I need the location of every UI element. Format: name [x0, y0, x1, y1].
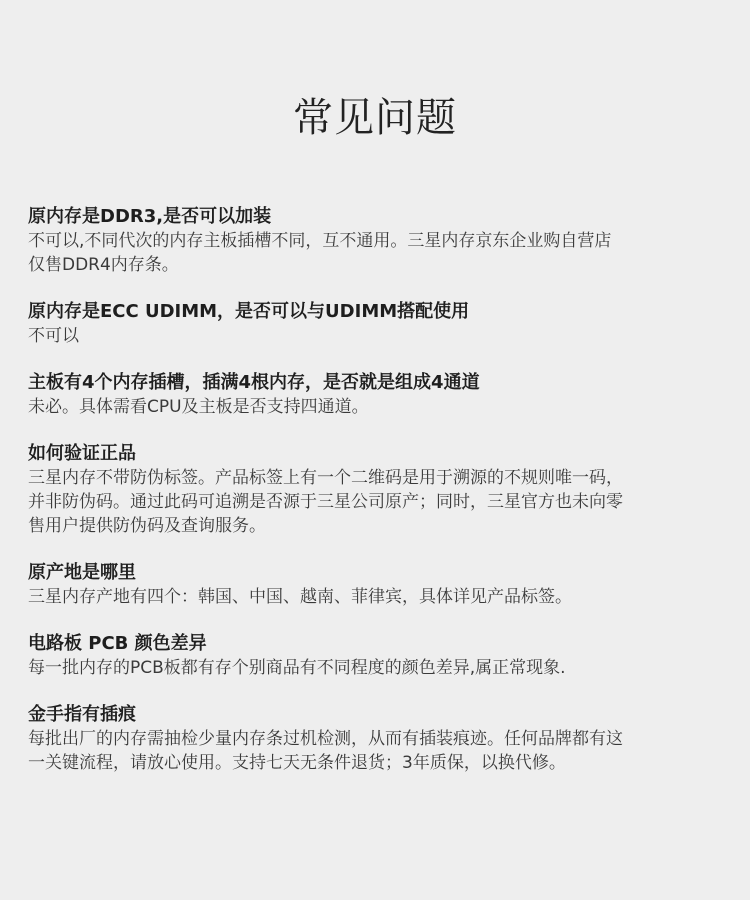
- faq-question: 原内存是ECC UDIMM，是否可以与UDIMM搭配使用: [28, 301, 470, 322]
- faq-answer-line: 每一批内存的PCB板都有存个别商品有不同程度的颜色差异,属正常现象.: [28, 658, 566, 678]
- faq-question: 原内存是DDR3,是否可以加装: [28, 206, 272, 227]
- faq-item: [28, 371, 728, 419]
- faq-answer-line: 仅售DDR4内存条。: [28, 255, 179, 275]
- faq-question: 金手指有插痕: [28, 704, 136, 725]
- faq-answer-line: 一关键流程，请放心使用。支持七天无条件退货；3年质保，以换代修。: [28, 753, 566, 773]
- faq-item: [28, 442, 728, 538]
- faq-question: 电路板 PCB 颜色差异: [28, 633, 207, 654]
- faq-answer-line: 未必。具体需看CPU及主板是否支持四通道。: [28, 397, 369, 417]
- faq-answer-line: 不可以: [28, 326, 79, 346]
- faq-list: [28, 205, 728, 798]
- faq-item: [28, 561, 728, 609]
- faq-question: 如何验证正品: [28, 443, 136, 464]
- page-title: 常见问题: [293, 95, 457, 141]
- faq-answer-line: 三星内存产地有四个：韩国、中国、越南、菲律宾，具体详见产品标签。: [28, 587, 572, 607]
- faq-answer-line: 三星内存不带防伪标签。产品标签上有一个二维码是用于溯源的不规则唯一码，: [28, 468, 623, 488]
- faq-item: [28, 300, 728, 348]
- faq-question: 原产地是哪里: [28, 562, 136, 583]
- faq-item: [28, 205, 728, 277]
- faq-item: [28, 632, 728, 680]
- faq-answer-line: 不可以,不同代次的内存主板插槽不同，互不通用。三星内存京东企业购自营店: [28, 231, 612, 251]
- faq-answer-line: 售用户提供防伪码及查询服务。: [28, 516, 266, 536]
- faq-answer-line: 并非防伪码。通过此码可追溯是否源于三星公司原产；同时，三星官方也未向零: [28, 492, 623, 512]
- faq-question: 主板有4个内存插槽，插满4根内存，是否就是组成4通道: [28, 372, 480, 393]
- faq-answer-line: 每批出厂的内存需抽检少量内存条过机检测，从而有插装痕迹。任何品牌都有这: [28, 729, 623, 749]
- faq-item: [28, 703, 728, 775]
